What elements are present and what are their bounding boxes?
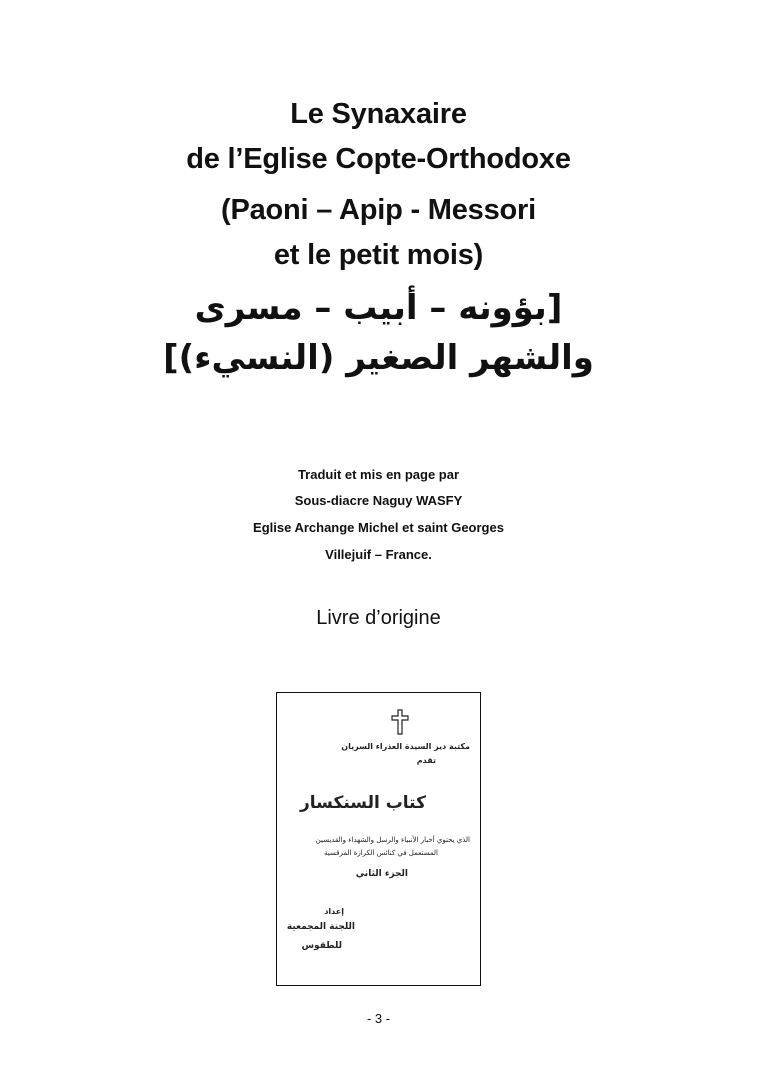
title-line-4: et le petit mois) [273, 239, 484, 271]
title-line-1: Le Synaxaire [290, 98, 467, 130]
arabic-title-line-1: [بؤونه – أبيب – مسرى [194, 288, 563, 328]
cross-icon [390, 709, 410, 735]
credit-line-3: Eglise Archange Michel et saint Georges [253, 520, 504, 535]
cover-publisher: مكتبة دير السيدة العذراء السريان [341, 742, 470, 751]
title-line-2: de l’Eglise Copte-Orthodoxe [186, 143, 571, 175]
cover-book-title: كتاب السنكسار [299, 793, 426, 813]
cover-volume: الجزء الثاني [355, 869, 408, 879]
cover-prepared-by: إعداد [324, 907, 344, 916]
credit-line-2: Sous-diacre Naguy WASFY [294, 493, 463, 508]
arabic-title-line-2: والشهر الصغير (النسيء)] [163, 338, 594, 378]
page-number: - 3 - [366, 1011, 391, 1026]
credit-line-4: Villejuif – France. [325, 547, 432, 562]
cover-rites: للطقوس [301, 941, 342, 951]
original-book-cover [276, 692, 481, 986]
origin-label: Livre d’origine [316, 607, 441, 629]
credit-line-1: Traduit et mis en page par [297, 467, 460, 482]
title-line-3: (Paoni – Apip - Messori [221, 194, 536, 226]
cover-description-1: الذي يحتوي أخبار الأنبياء والرسل والشهداء والقديسين [315, 836, 470, 844]
cover-description-2: المستعمل في كنائس الكرازة المرقسية [324, 849, 438, 857]
cover-presents: تقدم [416, 756, 436, 765]
cover-committee: اللجنة المجمعية [286, 922, 355, 932]
